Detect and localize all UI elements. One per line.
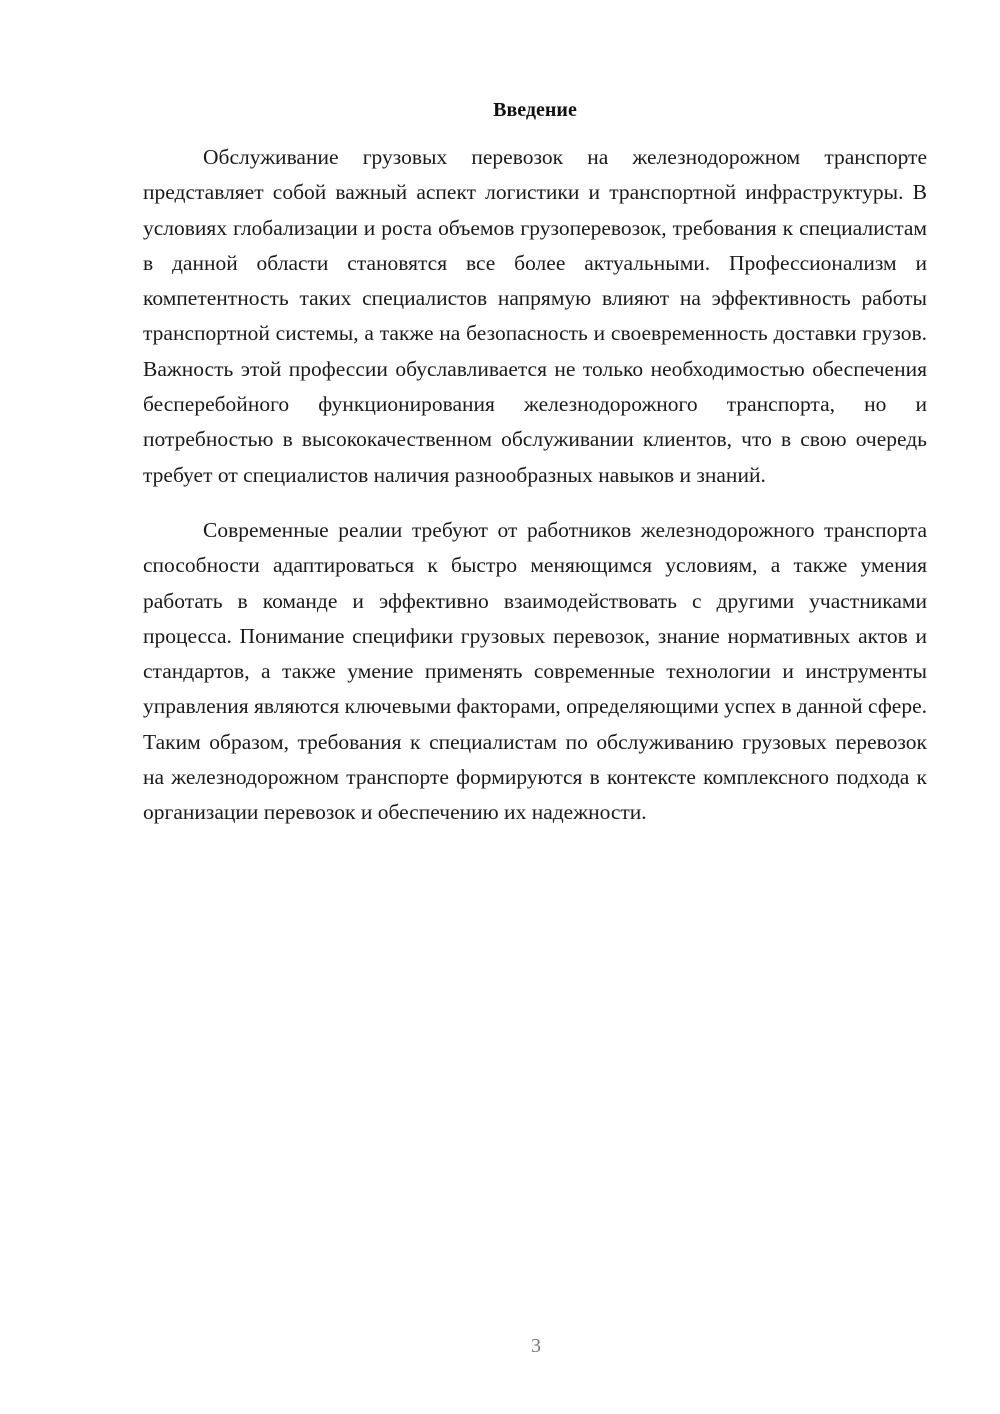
- page-number: 3: [531, 1335, 541, 1357]
- section-title: Введение: [493, 99, 577, 121]
- page-content: [143, 92, 927, 831]
- paragraph-1: Обслуживание грузовых перевозок на железнодорожном транспорте представляет собой важный аспект логистики и транспортной инфраструктуры. В условиях глобализации и роста объемов грузоперевозок, требования к специалистам в данной области становятся все более актуальными. Профессионализм и компетентность таких специалистов напрямую влияют на эффективность работы транспортной системы, а также на безопасность и своевременность доставки грузов. Важность этой профессии обуславливается не только необходимостью обеспечения бесперебойного функционирования железнодорожного транспорта, но и потребностью в высококачественном обслуживании клиентов, что в свою очередь требует от специалистов наличия разнообразных навыков и знаний.: [143, 145, 927, 487]
- paragraph-2: Современные реалии требуют от работников железнодорожного транспорта способности адаптироваться к быстро меняющимся условиям, а также умения работать в команде и эффективно взаимодействовать с другими участниками процесса. Понимание специфики грузовых перевозок, знание нормативных актов и стандартов, а также умение применять современные технологии и инструменты управления являются ключевыми факторами, определяющими успех в данной сфере. Таким образом, требования к специалистам по обслуживанию грузовых перевозок на железнодорожном транспорте формируются в контексте комплексного подхода к организации перевозок и обеспечению их надежности.: [143, 517, 927, 825]
